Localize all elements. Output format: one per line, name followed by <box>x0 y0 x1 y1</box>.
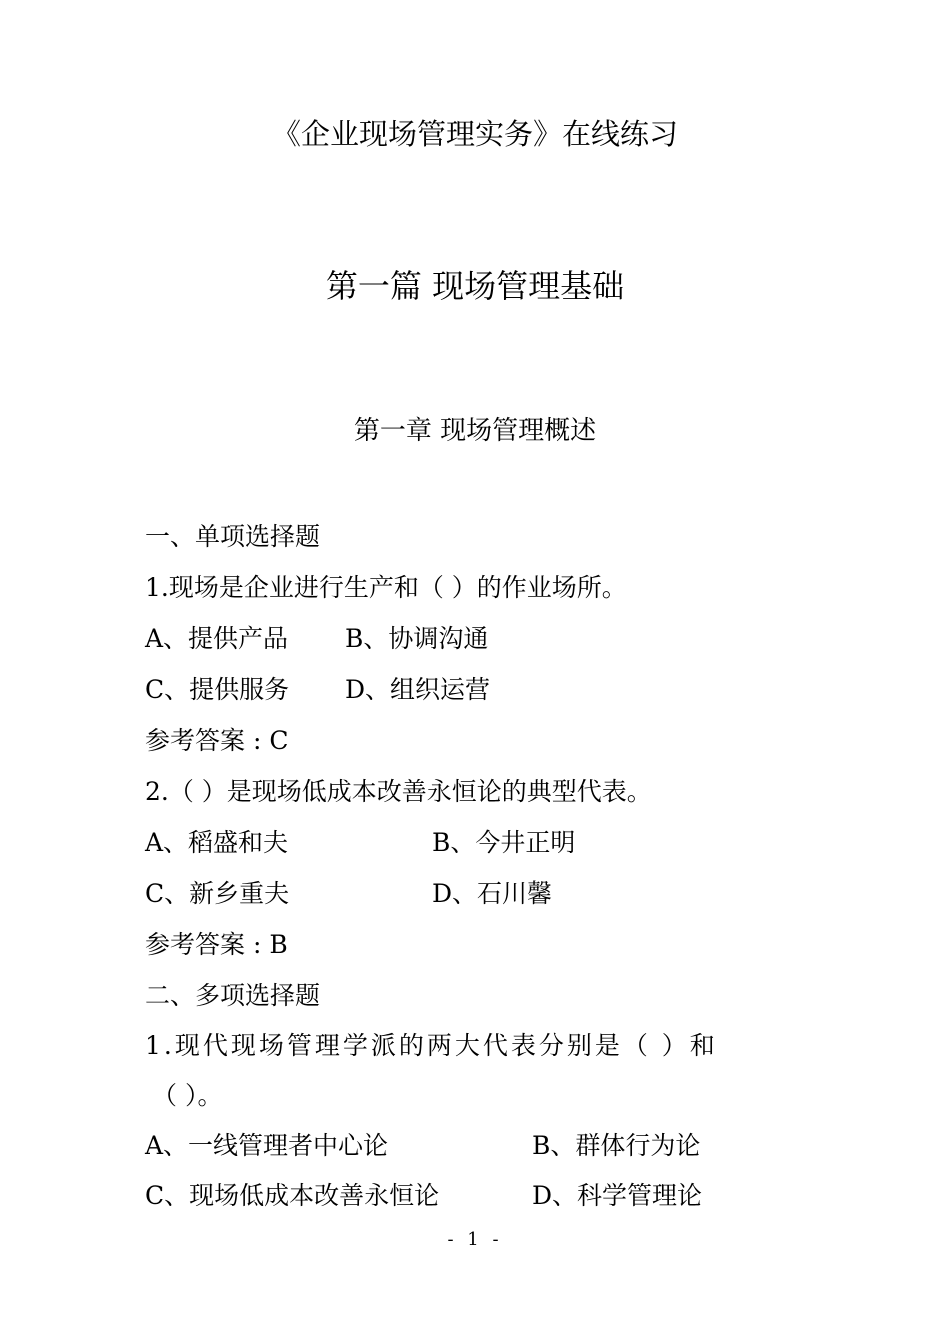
question-text-line1: 1.现代现场管理学派的两大代表分别是（ ）和 <box>145 1031 718 1060</box>
question-text: 2.（ ）是现场低成本改善永恒论的典型代表。 <box>145 777 652 806</box>
question-text-line2: （ ）。 <box>152 1081 223 1110</box>
question-text: 1.现场是企业进行生产和（ ）的作业场所。 <box>145 573 627 602</box>
section-heading-multiple-choice: 二、多项选择题 <box>145 981 321 1010</box>
section-heading-single-choice: 一、单项选择题 <box>145 522 321 551</box>
chapter-title: 第一章 现场管理概述 <box>353 416 597 446</box>
answer-reference: 参考答案 : B <box>145 930 288 959</box>
option-c: C、新乡重夫 <box>145 879 290 908</box>
page-number: - 1 - <box>447 1229 503 1250</box>
option-a: A、稻盛和夫 <box>145 828 289 857</box>
option-b: B、群体行为论 <box>532 1131 701 1160</box>
option-a: A、一线管理者中心论 <box>145 1131 389 1160</box>
option-c: C、现场低成本改善永恒论 <box>145 1181 440 1210</box>
option-a: A、提供产品 <box>145 624 289 653</box>
document-title: 《企业现场管理实务》在线练习 <box>271 117 678 151</box>
option-b: B、协调沟通 <box>345 624 489 653</box>
option-d: D、组织运营 <box>345 675 491 704</box>
option-c: C、提供服务 <box>145 675 290 704</box>
option-d: D、石川馨 <box>432 879 553 908</box>
answer-reference: 参考答案 : C <box>145 726 289 755</box>
option-d: D、科学管理论 <box>532 1181 703 1210</box>
option-b: B、今井正明 <box>432 828 576 857</box>
part-title: 第一篇 现场管理基础 <box>325 267 625 305</box>
